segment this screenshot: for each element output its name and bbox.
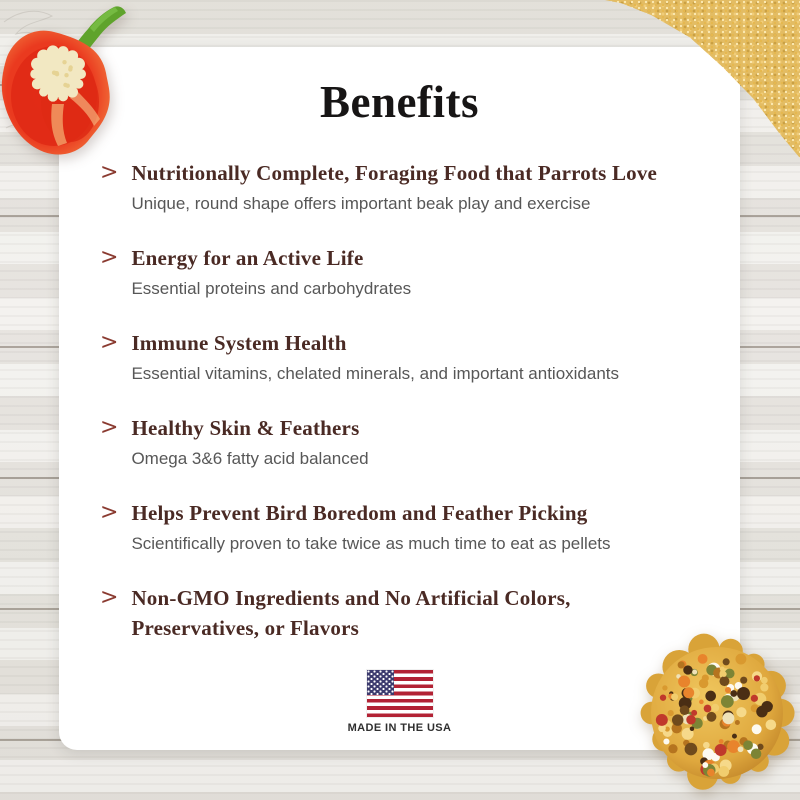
red-bell-pepper-photo [0, 2, 156, 172]
benefit-heading: Immune System Health [131, 331, 347, 355]
benefit-heading: Helps Prevent Bird Boredom and Feather Picking [131, 501, 588, 525]
benefit-subtext: Essential proteins and carbohydrates [131, 279, 412, 298]
benefit-item-4 [100, 413, 700, 472]
benefit-subtext: Unique, round shape offers important beak play and exercise [131, 194, 591, 213]
benefit-subtext: Omega 3&6 fatty acid balanced [131, 449, 369, 468]
benefit-item-3 [100, 328, 700, 387]
benefit-item-2 [100, 243, 700, 302]
chevron-right-icon: > [100, 160, 119, 185]
page-title: Benefits [320, 77, 479, 127]
benefit-heading: Healthy Skin & Feathers [131, 416, 360, 440]
chevron-right-icon: > [100, 500, 119, 525]
benefits-list [100, 158, 700, 643]
benefit-item-1 [100, 158, 700, 217]
chevron-right-icon: > [100, 330, 119, 355]
us-flag-icon [367, 670, 433, 717]
seed-ball-photo [632, 628, 800, 798]
benefit-item-6 [100, 583, 700, 643]
benefit-heading: Energy for an Active Life [131, 246, 364, 270]
benefit-item-5 [100, 498, 700, 557]
chevron-right-icon: > [100, 245, 119, 270]
benefit-heading: Non-GMO Ingredients and No Artificial Colors, Preservatives, or Flavors [131, 586, 571, 640]
flag-canton [367, 670, 394, 695]
benefit-heading: Nutritionally Complete, Foraging Food that Parrots Love [131, 161, 658, 185]
made-in-usa-label: MADE IN THE USA [347, 722, 452, 734]
benefit-subtext: Essential vitamins, chelated minerals, and important antioxidants [131, 364, 620, 383]
benefit-subtext: Scientifically proven to take twice as much time to eat as pellets [131, 534, 611, 553]
chevron-right-icon: > [100, 415, 119, 440]
chevron-right-icon: > [100, 585, 119, 610]
